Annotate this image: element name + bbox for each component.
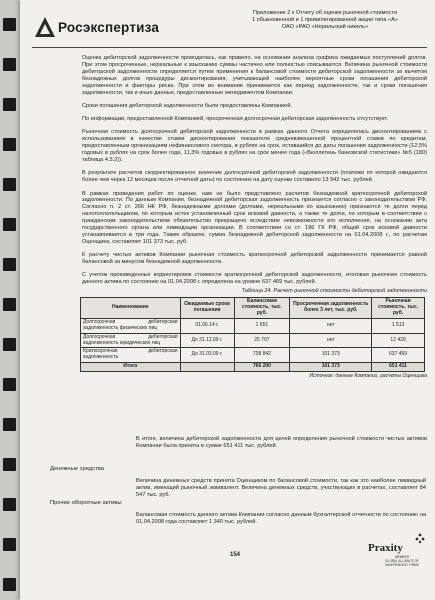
binder-hole xyxy=(3,458,16,471)
logo-text: Росэкспертиза xyxy=(58,20,160,35)
column-header: Рыночная стоимость, тыс. руб. xyxy=(372,298,425,319)
appendix-reference xyxy=(225,10,425,31)
praxity-tagline-line: GLOBAL ALLIANCE OF xyxy=(384,558,420,563)
binder-hole xyxy=(3,298,16,311)
binder-strip xyxy=(0,0,20,600)
paragraph: В рамках проведения работ по оценке, нам не было представлено расчетов безнадежной краткосрочной дебиторской задолженности. По данным Компании, безнадежной дебиторская задолженность признается согласно с законодательством РФ. Согласно п. 2 ст. 266 НК РФ, безнадежными долгами (долгами, нереальными ко взысканию) признаются те долги перед налогоплательщиком, по которым истек установленный срок исковой давности, а также те долги, по которым в соответствии с гражданским законодательством обязательство прекращено вследствие невозможности его исполнения, на основании акта государственного органа или ликвидации организации. В соответствии со ст. 196 ГК РФ, общий срок исковой давности устанавливается в три года. Таким образом, сумма безнадежной дебиторской задолженности на 01.04.2008 г., по расчетам Оценщика, составляет 101 373 тыс. руб. xyxy=(82,190,427,245)
binder-hole xyxy=(3,538,16,551)
column-header: Наименование xyxy=(81,298,181,319)
binder-hole xyxy=(3,418,16,431)
binder-hole xyxy=(3,338,16,351)
table-cell: 651 411 xyxy=(372,363,425,372)
table-cell: Долгосрочная дебиторская задолженность юридических лиц xyxy=(81,333,181,348)
table-source: Источник: данные Компании, расчеты Оценщика xyxy=(309,373,427,380)
praxity-tagline-line: INDEPENDENT FIRMS xyxy=(385,562,419,567)
column-header: Ожидаемые сроки погашения xyxy=(180,298,234,319)
page-header xyxy=(32,10,427,46)
section-label-cash: Денежные средства xyxy=(50,466,104,472)
company-logo xyxy=(32,14,182,44)
binder-hole xyxy=(3,218,16,231)
binder-hole xyxy=(3,18,16,31)
conclusion-block xyxy=(82,436,427,450)
table-cell: 1 651 xyxy=(234,318,290,333)
paragraph: С учетом произведенных корректировок стоимости краткосрочной дебиторской задолженности, итоговая рыночная стоимость данного актива по состоянию на 01.04.2008 г. определена на уровне 637 469 тыс. рублей. xyxy=(82,272,427,286)
table-cell: Долгосрочная дебиторская задолженность физических лиц xyxy=(81,318,181,333)
table-caption: Таблица 24. Расчет рыночной стоимости дебиторской задолженности xyxy=(241,288,427,295)
table-cell: 25 707 xyxy=(234,333,290,348)
appendix-line: Приложение 2 к Отчету об оценке рыночной стоимости xyxy=(252,10,398,16)
section-text-other-assets: Балансовая стоимость данного актива Компании согласно данным бухгалтерской отчетности по состоянию на 01.04.2008 года составляет 1 340 тыс. рублей. xyxy=(136,512,426,525)
praxity-logo xyxy=(368,532,428,572)
table-cell: 766 200 xyxy=(234,363,290,372)
binder-hole xyxy=(3,378,16,391)
binder-hole xyxy=(3,578,16,591)
praxity-mark-icon xyxy=(414,532,426,544)
table-cell: До 31.03.09 г. xyxy=(180,348,234,363)
table-cell: 12 429 xyxy=(372,333,425,348)
table-cell: 01.06.14 г. xyxy=(180,318,234,333)
section-label-other-assets: Прочие оборотные активы xyxy=(50,500,122,506)
table-cell: нет xyxy=(290,333,372,348)
section-text-cash: Величина денежных средств принята Оценщиком по балансовой стоимости, так как это наиболее ликвидный актив, имеющий рыночный эквивалент. Величина денежных средств, участвующих в расчетах, составляет 84 547 тыс. руб. xyxy=(136,478,426,498)
paragraph: Оценка дебиторской задолженности проводилась, как правило, на основании анализа графика ожидаемых поступлений долгов. При этом просроченные, нереальные к взысканию суммы частично или полностью списываются. Величина рыночной стоимости дебиторской задолженности определяется путем применения к балансовой стоимости дебиторской задолженности за вычетом безнадежных долгов процедуры дисконтирования, учитывающей наиболее вероятные сроки погашения дебиторской задолженности и факторы риска. При этом во внимание принимается как период задолженности, так и сроки погашения задолженности, так и иные данные, предоставленные менеджментом Компании. xyxy=(82,55,427,96)
table-row xyxy=(81,333,425,348)
binder-hole xyxy=(3,58,16,71)
table-total-row xyxy=(81,363,425,372)
table-cell: 738 842 xyxy=(234,348,290,363)
paragraph: В результате расчетов скорректированное значение долгосрочной дебиторской задолженности (платежи по которой ожидаются более чем через 12 месяцев после отчетной даты) по состоянию на дату оценки составило 13 942 тыс. рублей. xyxy=(82,170,427,184)
receivables-table xyxy=(80,297,425,372)
conclusion-paragraph: В итоге, величина дебиторской задолженности для целей определения рыночной стоимости чистых активов Компании была принята в сумме 651 411 тыс. рублей. xyxy=(136,436,427,449)
table-cell: До 31.12.09 г. xyxy=(180,333,234,348)
logo-mark-icon xyxy=(34,16,56,40)
table-cell: Краткосрочная дебиторская задолженность xyxy=(81,348,181,363)
binder-hole xyxy=(3,498,16,511)
table-header-row xyxy=(81,298,425,319)
binder-hole xyxy=(3,138,16,151)
header-divider xyxy=(32,47,427,48)
conclusion-text xyxy=(82,436,427,450)
table-row xyxy=(81,318,425,333)
paragraph: Рыночная стоимость долгосрочной дебиторской задолженности в рамках данного Отчета определялась дисконтированием с использованием в качестве ставки дисконтирования показателя средневзвешенной процентной ставки по кредитам, предоставленным организациям нефинансового сектора, в рублях на срок, оставшийся до даты погашения задолженности (12,5% годовых в рублях на срок более года, 11,3% годовых в рублях на срок менее года («Бюллетень банковской статистики» №5 (180) таблица 4.3.2)). xyxy=(82,129,427,164)
praxity-tagline xyxy=(378,556,426,567)
table-cell: 101 373 xyxy=(290,348,372,363)
paragraph: По информации, предоставленной Компанией, просроченная долгосрочная дебиторская задолженность отсутствует. xyxy=(82,116,388,123)
praxity-name: Praxity xyxy=(368,542,403,554)
paragraph: Сроки погашения дебиторской задолженности были предоставлены Компанией. xyxy=(82,102,293,109)
appendix-line: 1 обыкновенной и 1 привилегированной акции типа «А» xyxy=(252,17,398,23)
table-cell xyxy=(180,363,234,372)
table-row xyxy=(81,348,425,363)
appendix-line: ОАО «РАО «Норильский никель» xyxy=(281,24,369,30)
table-cell: 637 469 xyxy=(372,348,425,363)
praxity-tagline-line: MEMBER xyxy=(395,555,409,559)
binder-hole xyxy=(3,178,16,191)
binder-hole xyxy=(3,258,16,271)
binder-hole xyxy=(3,98,16,111)
table-cell: 1 513 xyxy=(372,318,425,333)
page-number: 154 xyxy=(230,552,241,558)
main-text xyxy=(82,55,427,380)
table-cell: Итого xyxy=(81,363,181,372)
document-page xyxy=(20,0,435,600)
table-cell: нет xyxy=(290,318,372,333)
column-header: Просроченная задолженность более 3 лет, тыс. руб. xyxy=(290,298,372,319)
table-cell: 101 373 xyxy=(290,363,372,372)
paragraph: К расчету чистых активов Компании рыночная стоимость краткосрочной дебиторской задолженности принимается равной балансовой за минусом безнадежной задолженности. xyxy=(82,252,427,266)
column-header: Балансовая стоимость, тыс. руб. xyxy=(234,298,290,319)
